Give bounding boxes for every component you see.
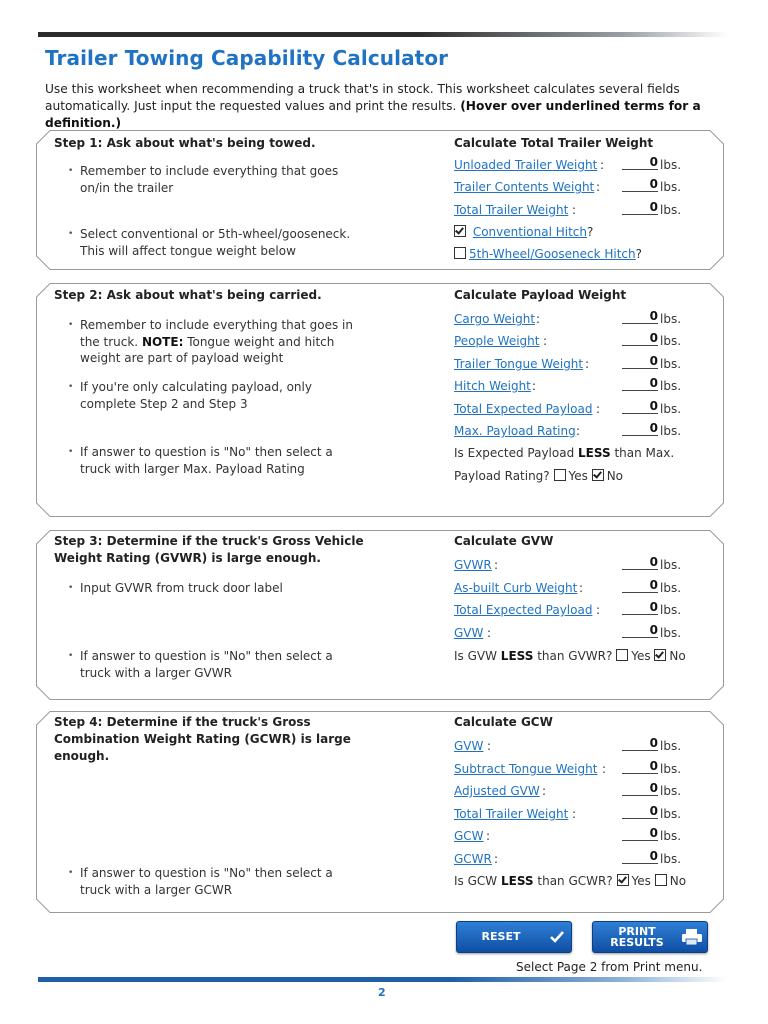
hitch-weight-link[interactable]: Hitch Weight	[454, 379, 531, 393]
people-weight-link[interactable]: People Weight	[454, 334, 540, 348]
step1-title	[54, 135, 384, 152]
reset-label: RESET	[481, 930, 521, 943]
row-gcw-total-trailer-weight: Total Trailer Weight : 0 lbs.	[454, 804, 682, 821]
people-weight-input[interactable]: 0	[622, 331, 658, 346]
gcw-total-trailer-weight-value: 0	[622, 804, 658, 819]
step1-panel	[36, 130, 724, 270]
step1-calc-head: Calculate Total Trailer Weight	[454, 136, 654, 150]
payload-question-less: LESS	[578, 446, 611, 460]
gcw-question-b: than GCWR?	[533, 874, 613, 888]
gvw-no-label: No	[669, 649, 686, 663]
row-gcwr: GCWR : 0 lbs.	[454, 849, 682, 866]
gvw-total-expected-payload-link[interactable]: Total Expected Payload	[454, 603, 593, 617]
total-expected-payload-link[interactable]: Total Expected Payload	[454, 402, 593, 416]
step3-title	[54, 533, 374, 567]
gvw-yes-checkbox[interactable]	[616, 649, 628, 661]
intro-text	[45, 81, 745, 132]
conventional-hitch-checkbox[interactable]	[454, 225, 466, 237]
gcw-question-less: LESS	[500, 874, 534, 888]
gvw-value: 0	[622, 623, 658, 638]
cargo-weight-link[interactable]: Cargo Weight	[454, 312, 536, 326]
unit-label: lbs.	[660, 807, 682, 821]
unit-label: lbs.	[660, 312, 682, 326]
step4-bullet-1: • If answer to question is "No" then select a truck with a larger GCWR	[80, 865, 350, 898]
row-gvw: GVW : 0 lbs.	[454, 623, 682, 640]
row-trailer-tongue-weight: Trailer Tongue Weight : 0 lbs.	[454, 354, 682, 371]
payload-no-label: No	[606, 469, 624, 483]
gcw-question	[454, 874, 686, 888]
row-max-payload-rating: Max. Payload Rating : 0 lbs.	[454, 421, 682, 438]
step4-title	[54, 714, 384, 765]
step3-bullet-1: • Input GVWR from truck door label	[80, 580, 370, 597]
gvw-link[interactable]: GVW	[454, 626, 484, 640]
page-title: Trailer Towing Capability Calculator	[45, 46, 449, 70]
step1-num: Step 1:	[54, 136, 103, 150]
gcw-gvw-link[interactable]: GVW	[454, 739, 484, 753]
conventional-hitch-option[interactable]	[454, 225, 593, 239]
conventional-hitch-link[interactable]: Conventional Hitch	[472, 225, 587, 239]
unloaded-trailer-weight-link[interactable]: Unloaded Trailer Weight	[454, 158, 598, 172]
subtract-tongue-weight-link[interactable]: Subtract Tongue Weight	[454, 762, 598, 776]
unit-label: lbs.	[660, 852, 682, 866]
unit-label: lbs.	[660, 424, 682, 438]
page-number: 2	[378, 986, 386, 999]
gvw-question-a: Is GVW	[454, 649, 501, 663]
payload-yes-checkbox[interactable]	[554, 469, 566, 481]
total-expected-payload-value: 0	[622, 399, 658, 414]
payload-yes-label: Yes	[568, 469, 588, 483]
fifth-wheel-hitch-option[interactable]	[454, 247, 642, 261]
row-cargo-weight: Cargo Weight : 0 lbs.	[454, 309, 682, 326]
gvwr-input[interactable]: 0	[622, 555, 658, 570]
unit-label: lbs.	[660, 829, 682, 843]
row-gcw-gvw: GVW : 0 lbs.	[454, 736, 682, 753]
question-mark: ?	[587, 225, 594, 239]
row-trailer-contents-weight: Trailer Contents Weight : 0 lbs.	[454, 177, 682, 194]
unit-label: lbs.	[660, 357, 682, 371]
step2-num: Step 2:	[54, 288, 103, 302]
trailer-contents-weight-link[interactable]: Trailer Contents Weight	[454, 180, 595, 194]
step4-num: Step 4:	[54, 715, 103, 729]
cargo-weight-input[interactable]: 0	[622, 309, 658, 324]
row-hitch-weight: Hitch Weight : 0 lbs.	[454, 376, 682, 393]
row-total-trailer-weight: Total Trailer Weight : 0 lbs.	[454, 200, 682, 217]
unit-label: lbs.	[660, 558, 682, 572]
gvw-question-less: LESS	[500, 649, 534, 663]
unit-label: lbs.	[660, 739, 682, 753]
payload-question-a: Is Expected Payload	[454, 446, 579, 460]
question-mark: ?	[635, 247, 643, 261]
gcwr-input[interactable]: 0	[622, 849, 658, 864]
step2-bullet-2: • If you're only calculating payload, only complete Step 2 and Step 3	[80, 379, 330, 412]
unit-label: lbs.	[660, 203, 682, 217]
gvw-yes-label: Yes	[631, 649, 651, 663]
row-total-expected-payload: Total Expected Payload : 0 lbs.	[454, 399, 682, 416]
gcw-total-trailer-weight-link[interactable]: Total Trailer Weight	[454, 807, 569, 821]
fifth-wheel-hitch-checkbox[interactable]	[454, 247, 466, 259]
unit-label: lbs.	[660, 402, 682, 416]
unit-label: lbs.	[660, 762, 682, 776]
gcw-link[interactable]: GCW	[454, 829, 484, 843]
total-trailer-weight-value: 0	[622, 200, 658, 215]
fifth-wheel-hitch-link[interactable]: 5th-Wheel/Gooseneck Hitch	[469, 247, 636, 261]
gcw-yes-label: Yes	[631, 874, 651, 888]
row-subtract-tongue-weight: Subtract Tongue Weight : 0 lbs.	[454, 759, 682, 776]
subtract-tongue-weight-value: 0	[622, 759, 658, 774]
step1-bullet-2: • Select conventional or 5th-wheel/gooseneck. This will affect tongue weight below	[80, 226, 370, 259]
row-gvw-total-expected-payload: Total Expected Payload : 0 lbs.	[454, 600, 682, 617]
print-results-button[interactable]	[592, 921, 708, 953]
unit-label: lbs.	[660, 626, 682, 640]
max-payload-rating-link[interactable]: Max. Payload Rating	[454, 424, 576, 438]
payload-question-c: Payload Rating?	[454, 469, 550, 483]
unit-label: lbs.	[660, 334, 682, 348]
print-label-1: PRINT	[618, 925, 656, 938]
row-curb-weight: As-built Curb Weight : 0 lbs.	[454, 578, 682, 595]
intro-body: Use this worksheet when recommending a truck that's in stock. This worksheet calculates several fields automatically. Just input the requested values and print the results.	[45, 82, 680, 113]
row-unloaded-trailer-weight: Unloaded Trailer Weight : 0 lbs.	[454, 155, 682, 172]
adjusted-gvw-value: 0	[622, 781, 658, 796]
unloaded-trailer-weight-input[interactable]: 0	[622, 155, 658, 170]
unit-label: lbs.	[660, 180, 682, 194]
step2-bullet-note: NOTE:	[141, 334, 184, 349]
step1-title-text: Ask about what's being towed.	[102, 136, 316, 150]
gcw-no-label: No	[669, 874, 687, 888]
step2-title-text: Ask about what's being carried.	[102, 288, 322, 302]
unit-label: lbs.	[660, 158, 682, 172]
step4-panel	[36, 711, 724, 913]
gcw-yes-checkbox[interactable]	[617, 874, 629, 886]
unit-label: lbs.	[660, 603, 682, 617]
gcw-gvw-value: 0	[622, 736, 658, 751]
row-adjusted-gvw: Adjusted GVW : 0 lbs.	[454, 781, 682, 798]
trailer-contents-weight-input[interactable]: 0	[622, 177, 658, 192]
step2-calc-head: Calculate Payload Weight	[454, 288, 627, 302]
step2-panel	[36, 283, 724, 517]
print-label-2: RESULTS	[610, 936, 664, 949]
step3-num: Step 3:	[54, 534, 103, 548]
trailer-tongue-weight-input[interactable]: 0	[622, 354, 658, 369]
row-gvwr: GVWR : 0 lbs.	[454, 555, 682, 572]
top-rule	[38, 32, 728, 37]
step2-bullet-1a: Remember to include everything that goes in the truck.	[80, 318, 353, 349]
step4-title-text: Determine if the truck's Gross Combination Weight Rating (GCWR) is large enough.	[54, 715, 351, 763]
step2-bullet-1b: Tongue weight and hitch weight are part of payload weight	[80, 334, 335, 365]
print-note: Select Page 2 from Print menu.	[516, 960, 703, 974]
curb-weight-link[interactable]: As-built Curb Weight	[454, 581, 578, 595]
step4-calc-head: Calculate GCW	[454, 715, 553, 729]
payload-question-b: than Max.	[610, 446, 675, 460]
gvw-question-b: than GVWR?	[533, 649, 613, 663]
print-label	[593, 926, 681, 948]
unit-label: lbs.	[660, 784, 682, 798]
step3-bullet-2: • If answer to question is "No" then select a truck with a larger GVWR	[80, 648, 350, 681]
step3-title-text: Determine if the truck's Gross Vehicle Weight Rating (GVWR) is large enough.	[54, 534, 364, 565]
bottom-rule	[38, 977, 728, 982]
curb-weight-input[interactable]: 0	[622, 578, 658, 593]
max-payload-rating-input[interactable]: 0	[622, 421, 658, 436]
step1-bullet-1: • Remember to include everything that goes on/in the trailer	[80, 163, 350, 196]
trailer-tongue-weight-link[interactable]: Trailer Tongue Weight	[454, 357, 584, 371]
gvw-no-checkbox[interactable]	[654, 649, 666, 661]
checkmark-icon	[549, 930, 565, 944]
gcw-value: 0	[622, 826, 658, 841]
gcw-question-a: Is GCW	[454, 874, 501, 888]
gcwr-link[interactable]: GCWR	[454, 852, 492, 866]
reset-button[interactable]	[456, 921, 572, 953]
gvwr-link[interactable]: GVWR	[454, 558, 492, 572]
gcw-no-checkbox[interactable]	[655, 874, 667, 886]
step3-calc-head: Calculate GVW	[454, 534, 554, 548]
payload-no-checkbox[interactable]	[592, 469, 604, 481]
printer-icon	[681, 928, 703, 946]
intro-hover-hint: (Hover over underlined terms for a definition.)	[45, 99, 701, 130]
step2-bullet-3: • If answer to question is "No" then select a truck with larger Max. Payload Rating	[80, 444, 350, 477]
adjusted-gvw-link[interactable]: Adjusted GVW	[454, 784, 540, 798]
unit-label: lbs.	[660, 581, 682, 595]
gvw-question	[454, 649, 686, 663]
step2-bullet-1	[80, 317, 360, 367]
step3-panel	[36, 530, 724, 700]
total-trailer-weight-link[interactable]: Total Trailer Weight	[454, 203, 569, 217]
row-gcw: GCW : 0 lbs.	[454, 826, 682, 843]
gvw-total-expected-payload-value: 0	[622, 600, 658, 615]
payload-answer	[454, 469, 623, 483]
hitch-weight-input[interactable]: 0	[622, 376, 658, 391]
payload-question	[454, 446, 674, 460]
row-people-weight: People Weight : 0 lbs.	[454, 331, 682, 348]
unit-label: lbs.	[660, 379, 682, 393]
step2-title	[54, 287, 384, 304]
